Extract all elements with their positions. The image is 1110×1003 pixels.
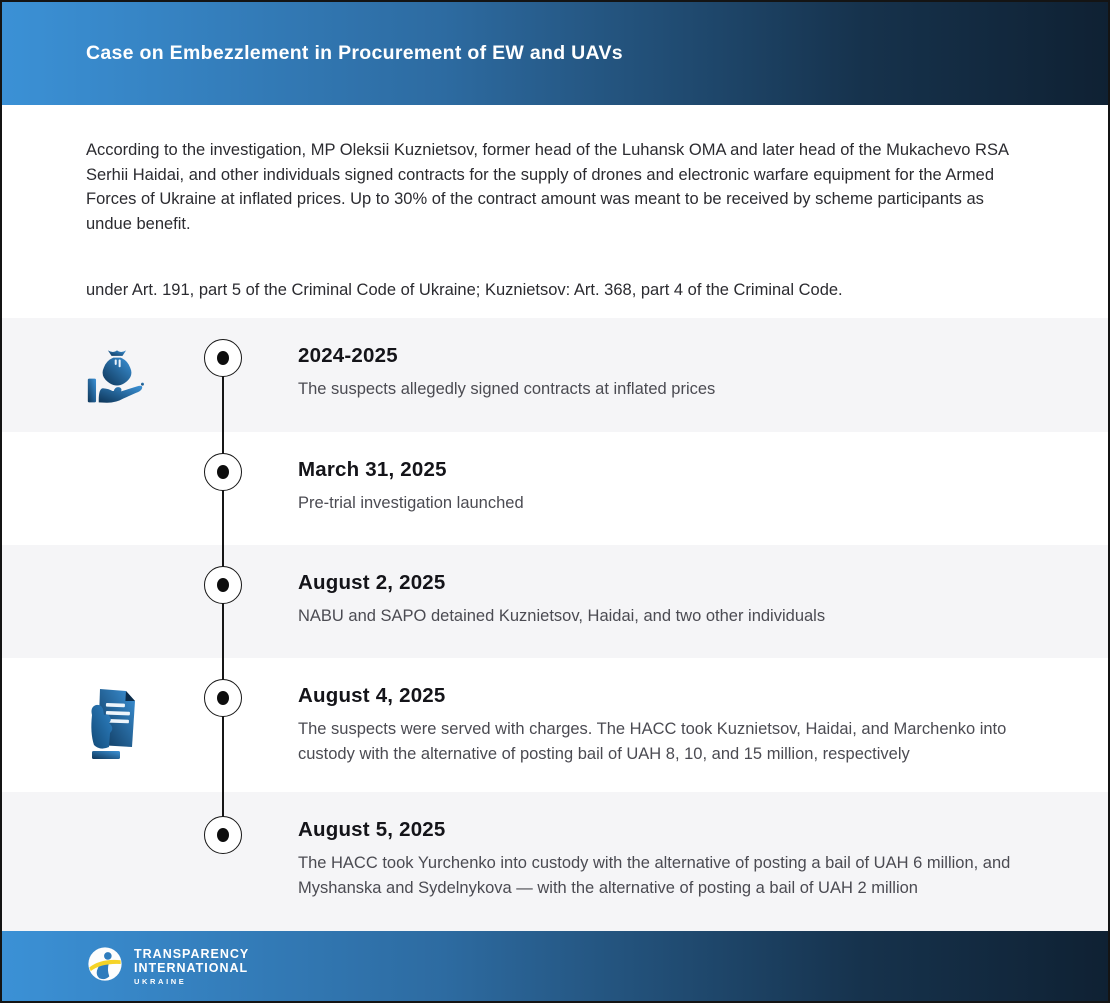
logo-line2: INTERNATIONAL xyxy=(134,961,249,975)
timeline-row xyxy=(2,432,1108,545)
timeline-node-dot xyxy=(217,351,229,365)
intro-paragraph: According to the investigation, MP Oleksii Kuznietsov, former head of the Luhansk OMA and later head of the Mukachevo RSA Serhii Haidai, and other individuals signed contracts for the supply of drones and electronic warfare equipment for the Armed Forces of Ukraine at inflated prices. Up to 30% of the contract amount was meant to be received by scheme participants as undue benefit. xyxy=(86,141,1009,233)
event-description: The suspects were served with charges. The HACC took Kuznietsov, Haidai, and Marchenko into custody with the alternative of posting bail of UAH 8, 10, and 15 million, respectively xyxy=(298,720,1007,763)
event-description: The HACC took Yurchenko into custody with the alternative of posting a bail of UAH 6 million, and Myshanska and Sydelnykova — with the alternative of posting a bail of UAH 2 million xyxy=(298,854,1011,897)
event-date: August 5, 2025 xyxy=(298,818,446,841)
event-date: March 31, 2025 xyxy=(298,458,447,481)
timeline-node xyxy=(204,816,242,854)
event-date: August 4, 2025 xyxy=(298,684,446,707)
timeline-row xyxy=(2,658,1108,792)
timeline-node-dot xyxy=(217,691,229,705)
intro-section xyxy=(2,105,1108,318)
logo-text xyxy=(134,947,249,986)
timeline-node xyxy=(204,679,242,717)
timeline-node xyxy=(204,453,242,491)
timeline-row xyxy=(2,545,1108,658)
header xyxy=(2,2,1108,105)
money-bag-in-hand-icon xyxy=(86,331,148,419)
timeline-node xyxy=(204,339,242,377)
timeline-row xyxy=(2,792,1108,931)
timeline-row xyxy=(2,318,1108,432)
logo-line1: TRANSPARENCY xyxy=(134,946,250,961)
event-description: The suspects allegedly signed contracts at inflated prices xyxy=(298,380,716,398)
page-title: Case on Embezzlement in Procurement of EW and UAVs xyxy=(86,42,623,64)
logo-line3: UKRAINE xyxy=(134,976,187,986)
event-date: August 2, 2025 xyxy=(298,571,446,594)
event-description: Pre-trial investigation launched xyxy=(298,494,524,512)
timeline xyxy=(2,318,1108,931)
timeline-node-dot xyxy=(217,828,229,842)
transparency-international-logo-icon xyxy=(86,945,124,988)
timeline-node-dot xyxy=(217,578,229,592)
timeline-node xyxy=(204,566,242,604)
event-date: 2024-2025 xyxy=(298,344,398,367)
timeline-node-dot xyxy=(217,465,229,479)
charges-line: under Art. 191, part 5 of the Criminal Code of Ukraine; Kuznietsov: Art. 368, part 4 of the Criminal Code. xyxy=(86,281,843,299)
document-in-hand-icon xyxy=(86,685,138,765)
event-description: NABU and SAPO detained Kuznietsov, Haidai, and two other individuals xyxy=(298,607,826,625)
ti-logo xyxy=(86,945,249,988)
footer xyxy=(2,931,1108,1001)
